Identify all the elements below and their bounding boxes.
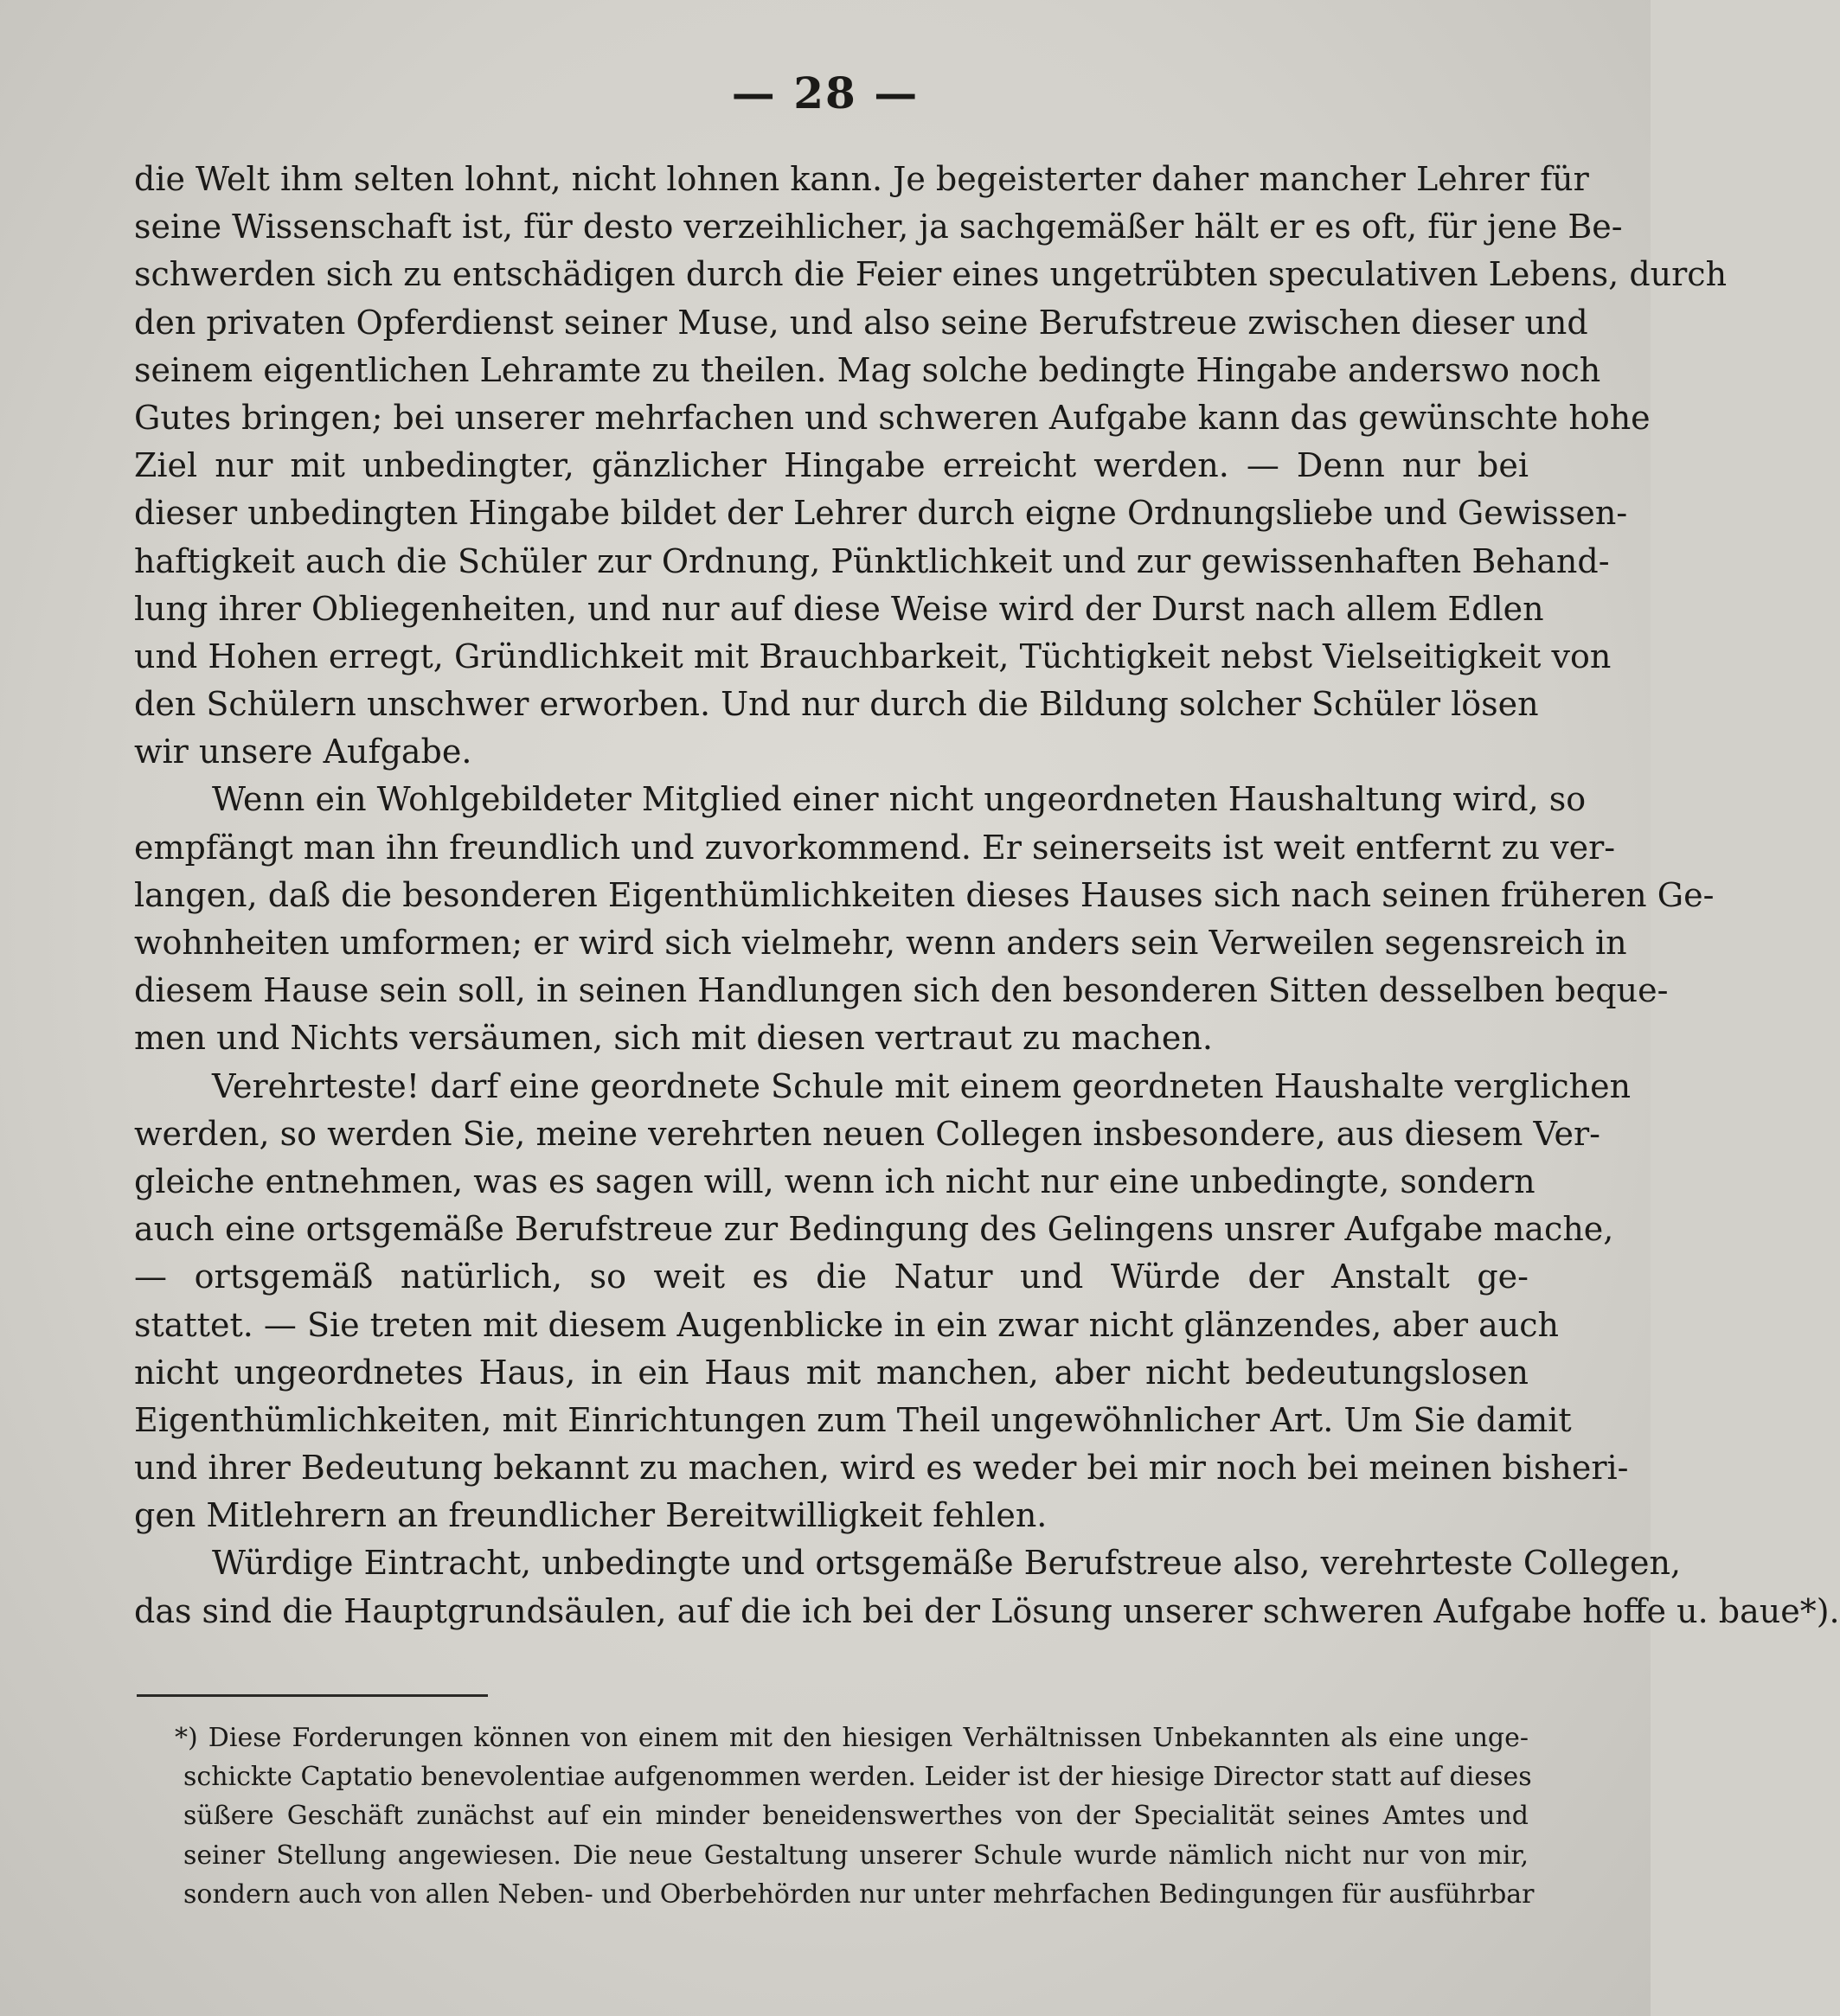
text-line: und ihrer Bedeutung bekannt zu machen, wird es weder bei mir noch bei meinen bisheri- — [134, 1449, 1629, 1488]
text-line: Ziel nur mit unbedingter, gänzlicher Hingabe erreicht werden. — Denn nur bei — [134, 446, 1529, 485]
text-line: — ortsgemäß natürlich, so weit es die Natur und Würde der Anstalt ge- — [134, 1258, 1529, 1296]
footnote-line: *) Diese Forderungen können von einem mit den hiesigen Verhältnissen Unbekannten als eine unge- — [175, 1723, 1529, 1753]
paragraph-start-line: Verehrteste! darf eine geordnete Schule mit einem geordneten Haushalte verglichen — [212, 1066, 1632, 1105]
text-line: lung ihrer Obliegenheiten, und nur auf diese Weise wird der Durst nach allem Edlen — [134, 589, 1544, 628]
text-line: werden, so werden Sie, meine verehrten neuen Collegen insbesondere, aus diesem Ver- — [134, 1114, 1600, 1153]
text-line: Eigenthümlichkeiten, mit Einrichtungen zum Theil ungewöhnlicher Art. Um Sie damit — [134, 1400, 1572, 1439]
page-number: — 28 — — [731, 67, 920, 118]
text-line: haftigkeit auch die Schüler zur Ordnung, Pünktlichkeit und zur gewissenhaften Behand- — [134, 541, 1610, 580]
footnote-line: schickte Captatio benevolentiae aufgenommen werden. Leider ist der hiesige Director statt auf dieses — [183, 1762, 1532, 1793]
footnote-line: seiner Stellung angewiesen. Die neue Gestaltung unserer Schule wurde nämlich nicht nur von mir, — [183, 1840, 1529, 1871]
text-line: den Schülern unschwer erworben. Und nur durch die Bildung solcher Schüler lösen — [134, 685, 1539, 724]
text-line: wir unsere Aufgabe. — [134, 733, 472, 771]
footnote — [175, 1718, 1535, 1914]
text-line: gen Mitlehrern an freundlicher Bereitwilligkeit fehlen. — [134, 1496, 1048, 1535]
text-line: empfängt man ihn freundlich und zuvorkommend. Er seinerseits ist weit entfernt zu ver- — [134, 828, 1616, 867]
text-line: schwerden sich zu entschädigen durch die Feier eines ungetrübten speculativen Lebens, durch — [134, 255, 1728, 294]
text-line: und Hohen erregt, Gründlichkeit mit Brauchbarkeit, Tüchtigkeit nebst Vielseitigkeit von — [134, 637, 1612, 675]
text-line: seine Wissenschaft ist, für desto verzeihlicher, ja sachgemäßer hält er es oft, für jene Be- — [134, 208, 1623, 246]
text-line: seinem eigentlichen Lehramte zu theilen. Mag solche bedingte Hingabe anderswo noch — [134, 350, 1601, 389]
text-line: die Welt ihm selten lohnt, nicht lohnen kann. Je begeisterter daher mancher Lehrer für — [134, 160, 1589, 198]
text-line: auch eine ortsgemäße Berufstreue zur Bedingung des Gelingens unsrer Aufgabe mache, — [134, 1210, 1614, 1249]
paragraph-start-line: Wenn ein Wohlgebildeter Mitglied einer nicht ungeordneten Haushaltung wird, so — [212, 780, 1587, 819]
text-line: dieser unbedingten Hingabe bildet der Lehrer durch eigne Ordnungsliebe und Gewissen- — [134, 494, 1628, 533]
footnote-line: süßere Geschäft zunächst auf ein minder beneidenswerthes von der Specialität seines Amtes und — [183, 1801, 1529, 1832]
footnote-divider — [137, 1694, 488, 1697]
paragraph-start-line: Würdige Eintracht, unbedingte und ortsgemäße Berufstreue also, verehrteste Collegen, — [212, 1544, 1682, 1583]
footnote-line: sondern auch von allen Neben- und Oberbehörden nur unter mehrfachen Bedingungen für ausführbar — [183, 1878, 1535, 1910]
text-line: diesem Hause sein soll, in seinen Handlungen sich den besonderen Sitten desselben beque- — [134, 971, 1669, 1010]
text-line: men und Nichts versäumen, sich mit diesen vertraut zu machen. — [134, 1019, 1213, 1058]
text-line: das sind die Hauptgrundsäulen, auf die ich bei der Lösung unserer schweren Aufgabe hoffe u. baue*). — [134, 1591, 1840, 1630]
text-line: den privaten Opferdienst seiner Muse, und also seine Berufstreue zwischen dieser und — [134, 303, 1588, 342]
body-text — [134, 156, 1840, 1635]
text-line: Gutes bringen; bei unserer mehrfachen und schweren Aufgabe kann das gewünschte hohe — [134, 398, 1651, 437]
text-line: nicht ungeordnetes Haus, in ein Haus mit manchen, aber nicht bedeutungslosen — [134, 1353, 1529, 1392]
text-line: langen, daß die besonderen Eigenthümlichkeiten dieses Hauses sich nach seinen früheren Ge- — [134, 875, 1715, 914]
text-line: wohnheiten umformen; er wird sich vielmehr, wenn anders sein Verweilen segensreich in — [134, 924, 1627, 962]
text-line: stattet. — Sie treten mit diesem Augenblicke in ein zwar nicht glänzendes, aber auch — [134, 1305, 1560, 1344]
text-line: gleiche entnehmen, was es sagen will, wenn ich nicht nur eine unbedingte, sondern — [134, 1162, 1535, 1200]
